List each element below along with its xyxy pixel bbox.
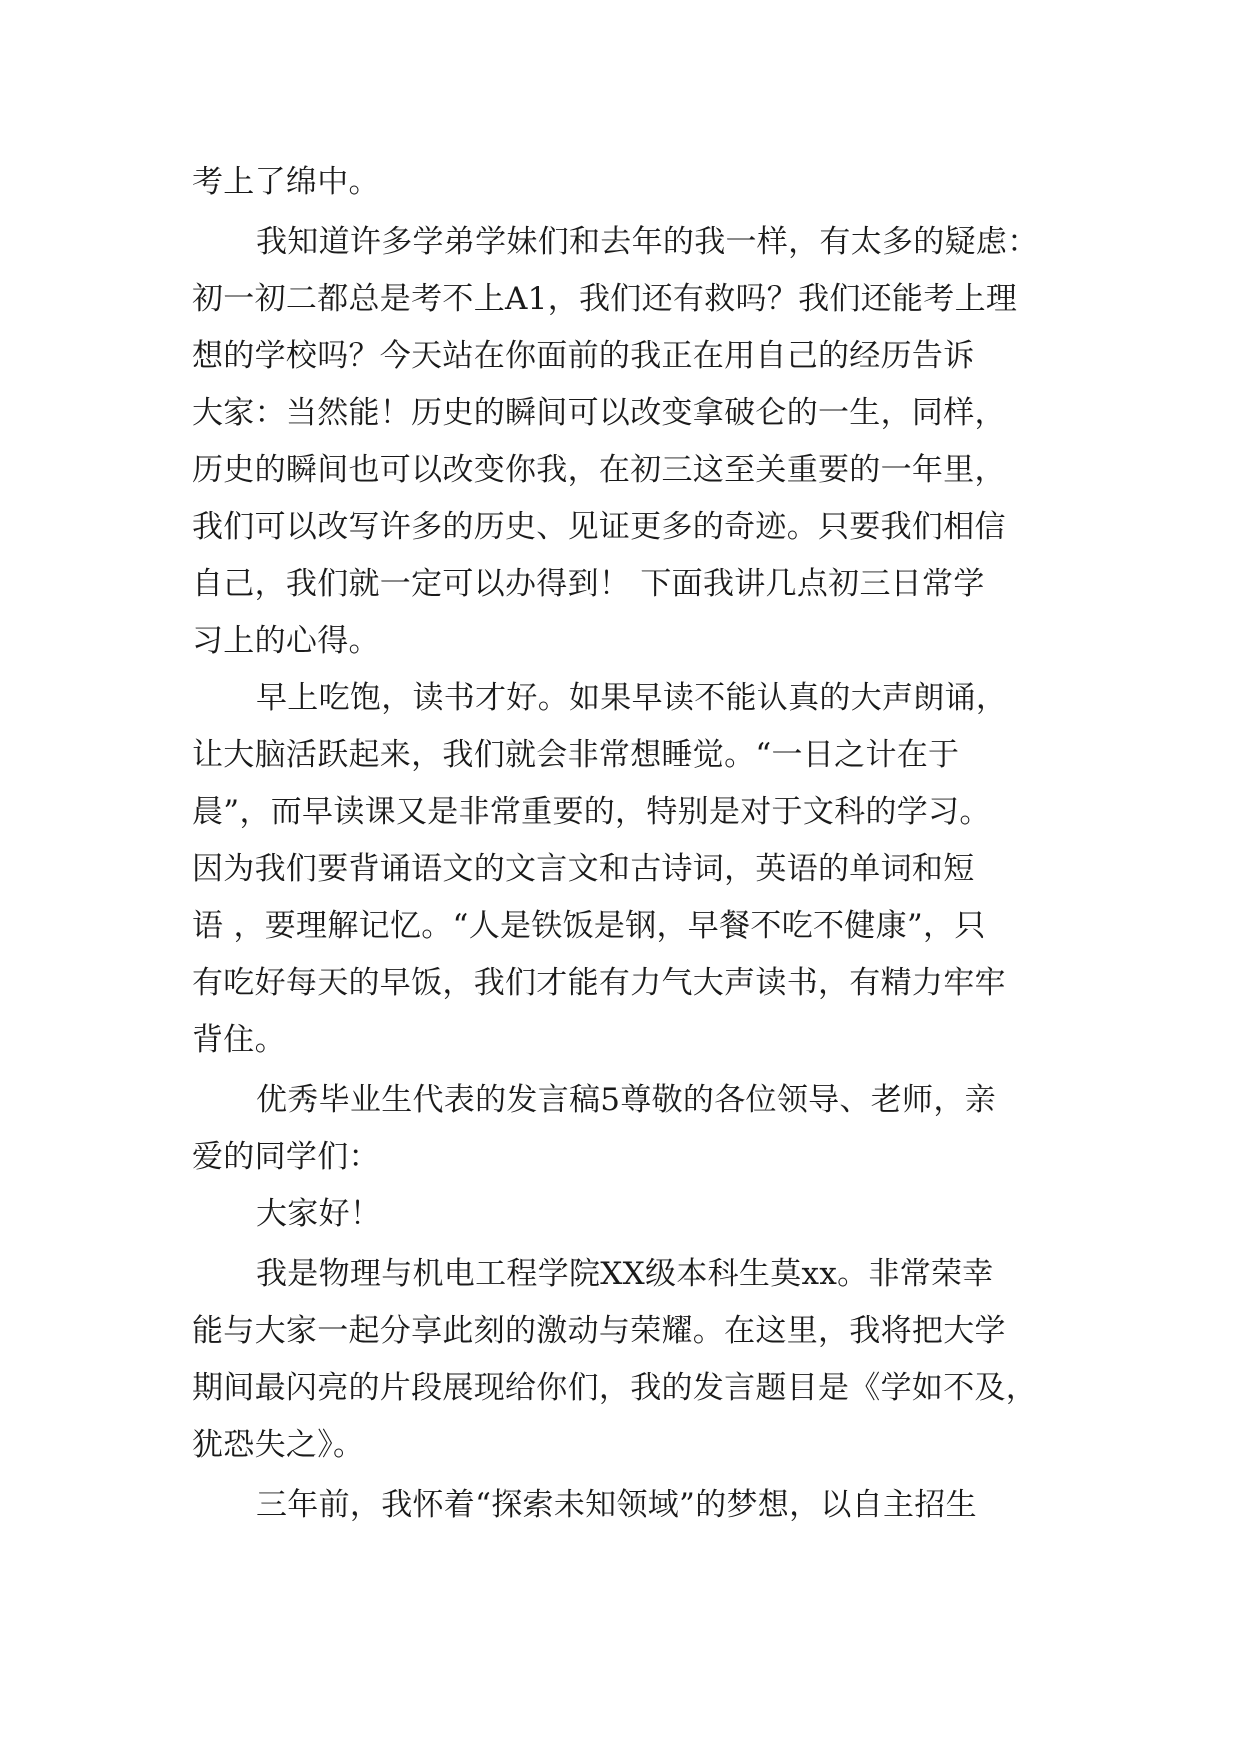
paragraph-first-line: 我知道许多学弟学妹们和去年的我一样，有太多的疑虑： (256, 224, 1039, 260)
paragraph-first-line: 我是物理与机电工程学院XX级本科生莫xx。非常荣幸 (256, 1256, 994, 1292)
text-line: 期间最闪亮的片段展现给你们，我的发言题目是《学如不及， (192, 1370, 1038, 1406)
text-line: 背住。 (192, 1022, 286, 1058)
text-line: 自己，我们就一定可以办得到！ 下面我讲几点初三日常学 (192, 566, 985, 602)
paragraph-first-line: 优秀毕业生代表的发言稿5尊敬的各位领导、老师，亲 (256, 1082, 996, 1118)
text-line: 习上的心得。 (192, 623, 380, 659)
greeting-line: 大家好！ (256, 1196, 382, 1232)
text-line: 让大脑活跃起来，我们就会非常想睡觉。“一日之计在于 (192, 737, 960, 773)
text-line: 犹恐失之》。 (192, 1427, 365, 1463)
text-line: 语 ，要理解记忆。“人是铁饭是钢，早餐不吃不健康”，只 (192, 908, 986, 944)
text-line: 想的学校吗？今天站在你面前的我正在用自己的经历告诉 (192, 338, 975, 374)
paragraph-first-line: 早上吃饱，读书才好。如果早读不能认真的大声朗诵， (256, 680, 1008, 716)
text-line: 晨”，而早读课又是非常重要的，特别是对于文科的学习。 (192, 794, 991, 830)
text-line: 考上了绵中。 (192, 164, 380, 200)
text-line: 因为我们要背诵语文的文言文和古诗词，英语的单词和短 (192, 851, 975, 887)
text-line: 历史的瞬间也可以改变你我，在初三这至关重要的一年里， (192, 452, 1006, 488)
text-line: 有吃好每天的早饭，我们才能有力气大声读书，有精力牢牢 (192, 965, 1006, 1001)
text-line: 能与大家一起分享此刻的激动与荣耀。在这里，我将把大学 (192, 1313, 1006, 1349)
text-line: 我们可以改写许多的历史、见证更多的奇迹。只要我们相信 (192, 509, 1006, 545)
text-line: 爱的同学们： (192, 1139, 380, 1175)
text-line: 初一初二都总是考不上A1，我们还有救吗？我们还能考上理 (192, 281, 1018, 317)
paragraph-first-line: 三年前，我怀着“探索未知领域”的梦想，以自主招生 (256, 1487, 977, 1523)
text-line: 大家：当然能！历史的瞬间可以改变拿破仑的一生，同样， (192, 395, 1006, 431)
